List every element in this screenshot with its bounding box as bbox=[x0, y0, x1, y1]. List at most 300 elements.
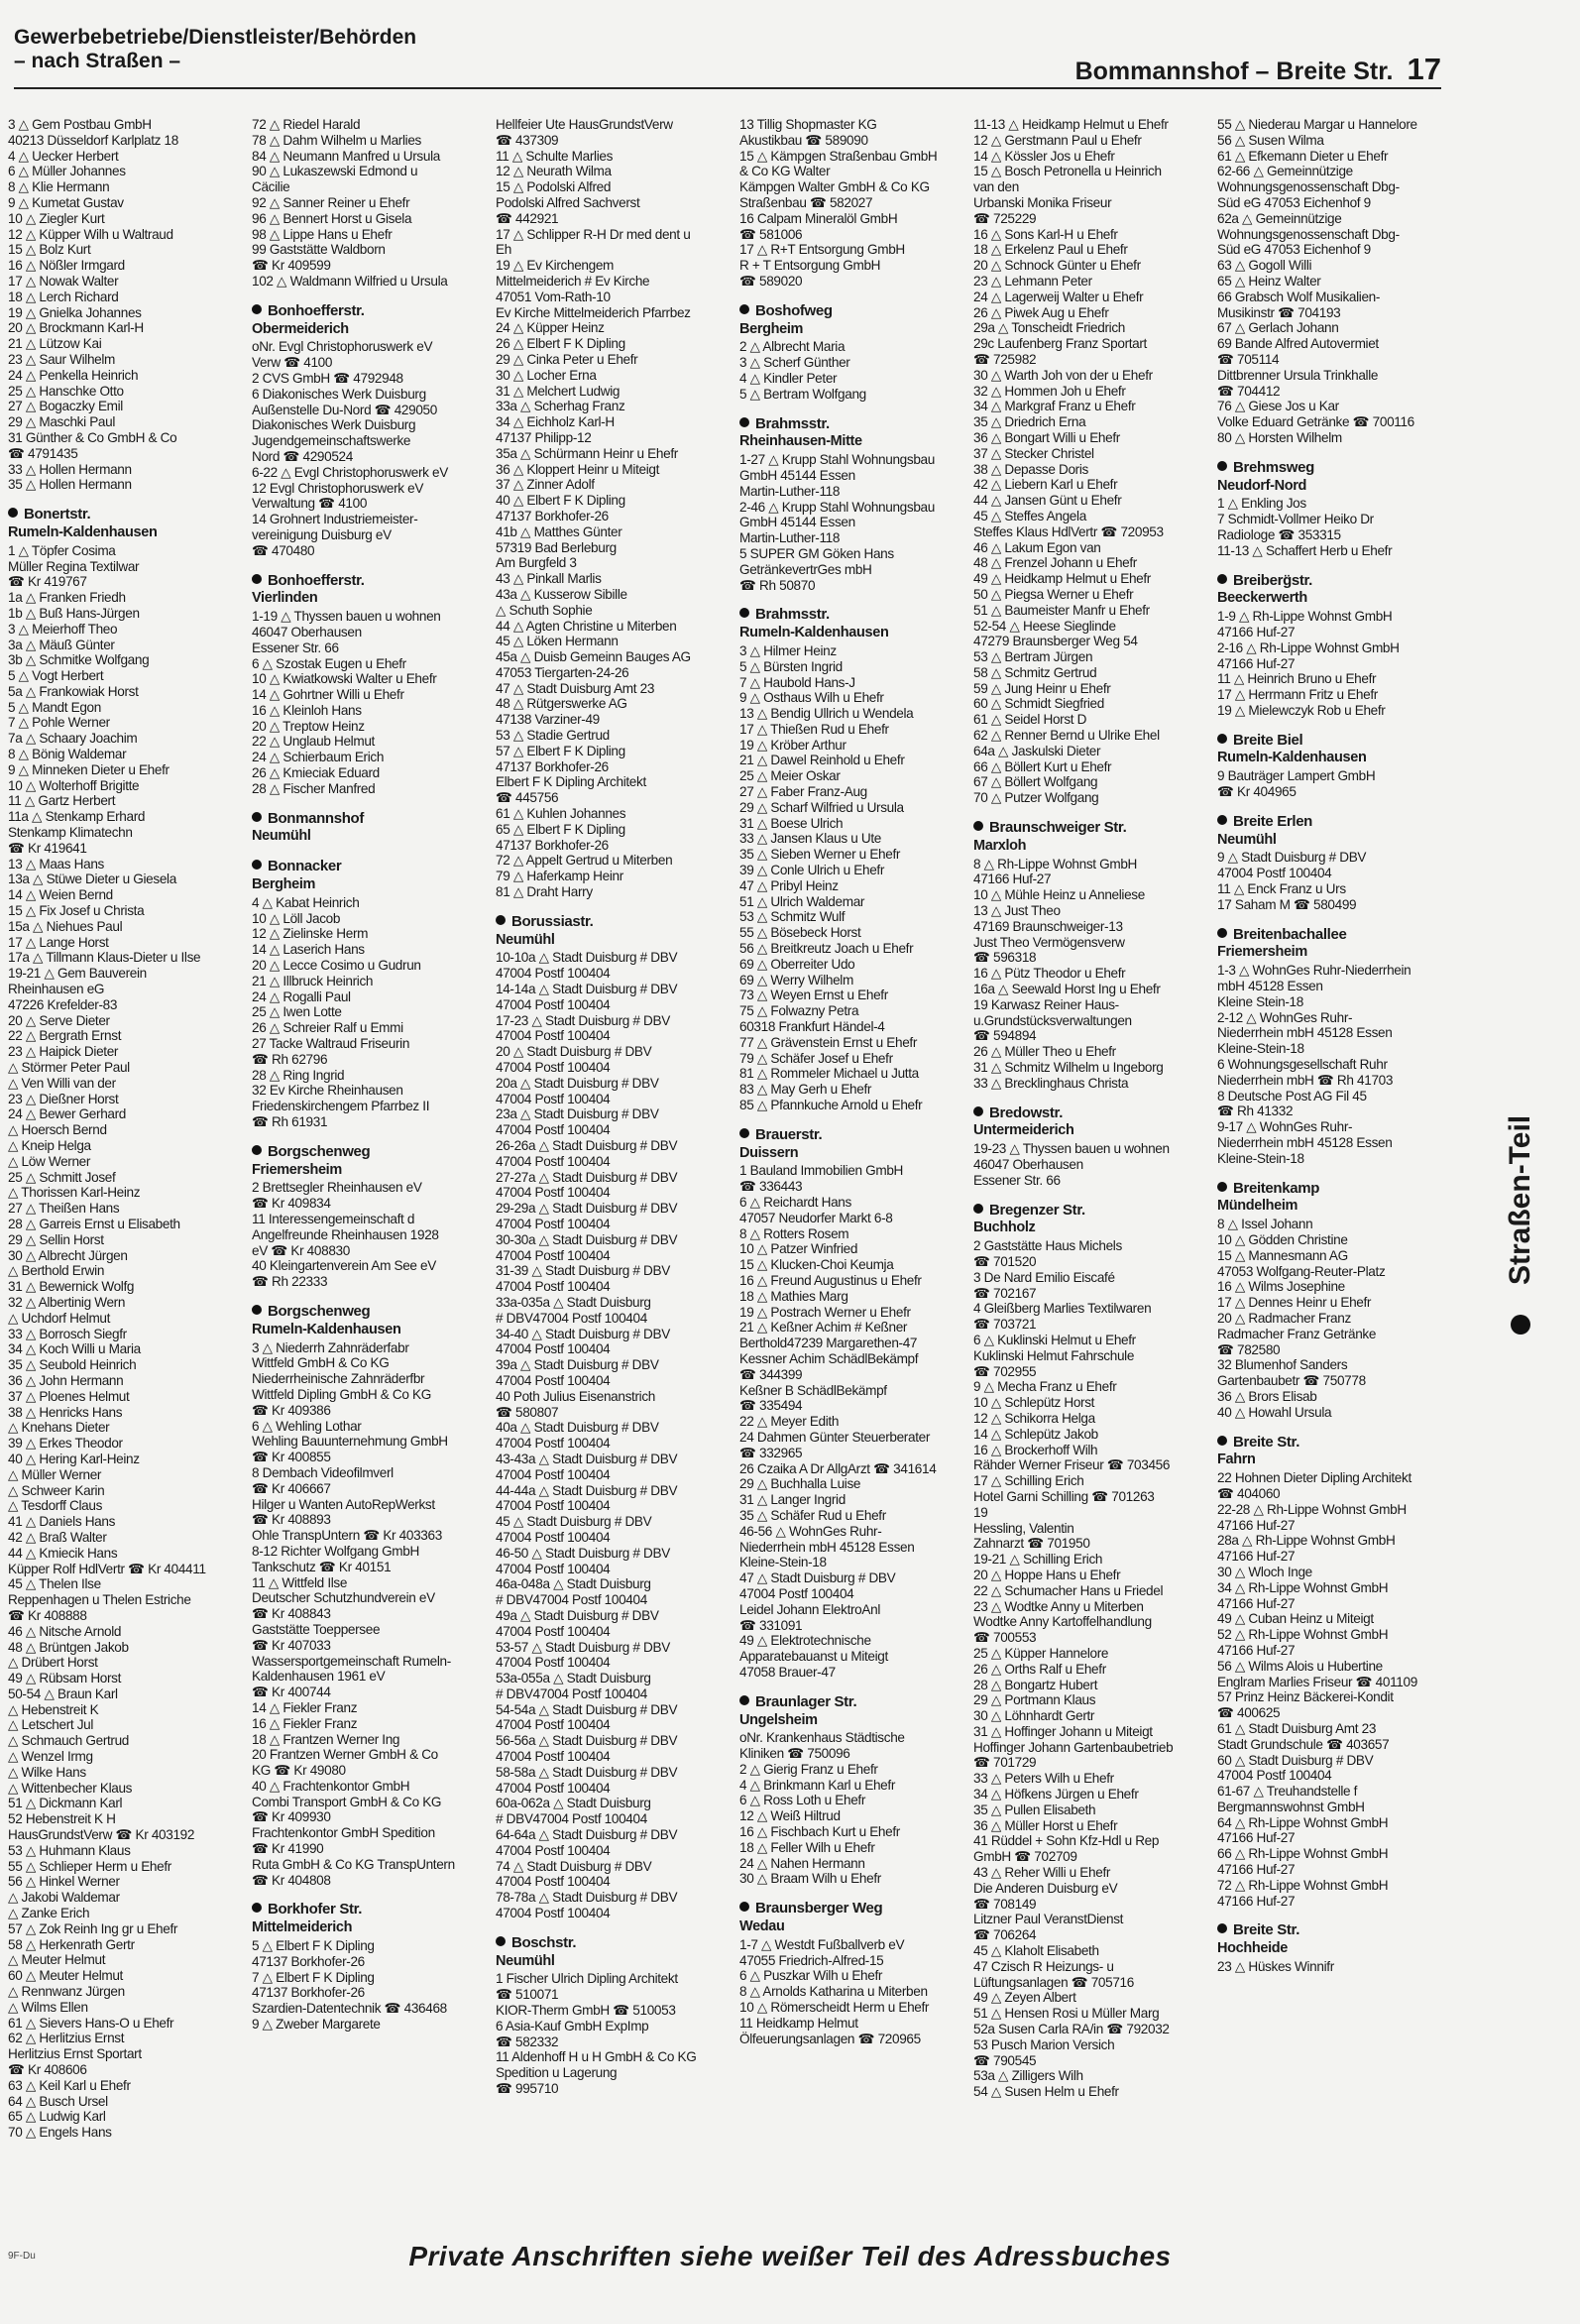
directory-entry: 44 △ Jansen Günt u Ehefr bbox=[973, 493, 1122, 509]
directory-column-5 bbox=[973, 117, 1199, 2229]
directory-entry: 34 △ Höfkens Jürgen u Ehefr bbox=[973, 1787, 1139, 1802]
directory-entry: 17 △ Dennes Heinr u Ehefr bbox=[1217, 1295, 1372, 1311]
district-name: Neumühl bbox=[496, 1952, 555, 1969]
directory-entry: 22 △ Bergrath Ernst bbox=[8, 1028, 122, 1044]
directory-entry: 5 △ Bertram Wolfgang bbox=[739, 386, 866, 402]
directory-entry: 53 Pusch Marion Versich bbox=[973, 2036, 1115, 2052]
bullet-icon bbox=[1217, 734, 1227, 744]
directory-entry: Kaldenhausen 1961 eV bbox=[252, 1669, 386, 1685]
directory-entry: 12 Evgl Christophoruswerk eV bbox=[252, 480, 424, 496]
directory-entry: 20 Frantzen Werner GmbH & Co bbox=[252, 1747, 438, 1763]
directory-entry: △ Ven Willi van der bbox=[8, 1075, 116, 1091]
directory-entry: 61 △ Efkemann Dieter u Ehefr bbox=[1217, 148, 1389, 164]
directory-entry: 41 △ Daniels Hans bbox=[8, 1514, 116, 1530]
directory-entry: Kliniken ☎ 750096 bbox=[739, 1746, 850, 1762]
directory-entry: Niederrheinische Zahnräderfbr bbox=[252, 1371, 425, 1387]
directory-entry: 36 △ Brors Elisab bbox=[1217, 1388, 1317, 1404]
directory-entry: 23 △ Dießner Horst bbox=[8, 1091, 119, 1106]
directory-entry: 28a △ Rh-Lippe Wohnst GmbH bbox=[1217, 1533, 1396, 1549]
directory-entry: 17-23 △ Stadt Duisburg # DBV bbox=[496, 1012, 670, 1028]
directory-entry: 25 △ Schmitt Josef bbox=[8, 1169, 116, 1185]
directory-entry: 52a Susen Carla RA/in ☎ 792032 bbox=[973, 2022, 1170, 2037]
street-name: Breitenkamp bbox=[1233, 1179, 1320, 1197]
directory-entry: Nord ☎ 4290524 bbox=[252, 448, 353, 464]
directory-entry: 24 △ Nahen Hermann bbox=[739, 1855, 865, 1871]
section-title-line2: – nach Straßen – bbox=[14, 50, 181, 72]
directory-entry: 22 △ Meyer Edith bbox=[739, 1414, 840, 1430]
street-heading bbox=[973, 820, 1199, 836]
street-heading bbox=[739, 416, 965, 432]
directory-entry: 99 Gaststätte Waldborn bbox=[252, 242, 386, 258]
directory-entry: △ Knehans Dieter bbox=[8, 1420, 110, 1436]
directory-entry: △ Wittenbecher Klaus bbox=[8, 1780, 133, 1796]
directory-entry: 12 △ Weiß Hiltrud bbox=[739, 1808, 841, 1824]
directory-entry: 60 △ Schmidt Siegfried bbox=[973, 696, 1104, 712]
directory-entry: 66 △ Böllert Kurt u Ehefr bbox=[973, 758, 1112, 774]
directory-entry: 49a △ Stadt Duisburg # DBV bbox=[496, 1607, 659, 1623]
directory-entry: 26 △ Kmieciak Eduard bbox=[252, 765, 380, 781]
directory-entry: 16 △ Pütz Theodor u Ehefr bbox=[973, 966, 1126, 982]
directory-entry: 6 △ Müller Johannes bbox=[8, 164, 126, 179]
directory-entry: 40 Kleingartenverein Am See eV bbox=[252, 1258, 436, 1274]
directory-entry: 51 △ Ulrich Waldemar bbox=[739, 893, 865, 909]
street-name: Borkhofer Str. bbox=[268, 1901, 363, 1918]
directory-entry: 37 △ Ploenes Helmut bbox=[8, 1388, 130, 1404]
footer-note: Private Anschriften siehe weißer Teil des Adressbuches bbox=[408, 2241, 1172, 2271]
directory-entry: 43a △ Kusserow Sibille bbox=[496, 586, 627, 602]
directory-entry: 29 △ Cinka Peter u Ehefr bbox=[496, 351, 638, 367]
directory-entry: Wehling Bauunternehmung GmbH bbox=[252, 1434, 448, 1450]
directory-entry: 67 △ Böllert Wolfgang bbox=[973, 774, 1098, 790]
bullet-icon bbox=[1511, 1315, 1530, 1335]
directory-entry: 58 △ Schmitz Gertrud bbox=[973, 664, 1097, 680]
directory-entry: Niederrhein mbH 45128 Essen bbox=[1217, 1025, 1393, 1041]
directory-entry: 31 △ Hoffinger Johann u Miteigt bbox=[973, 1723, 1153, 1739]
directory-entry: 47004 Postf 100404 bbox=[496, 1372, 611, 1388]
bullet-icon bbox=[739, 417, 749, 427]
directory-entry: △ Letschert Jul bbox=[8, 1717, 94, 1733]
directory-entry: 47004 Postf 100404 bbox=[496, 1466, 611, 1482]
directory-entry: △ Rennwanz Jürgen bbox=[8, 1984, 125, 2000]
street-name: Brahmsstr. bbox=[755, 414, 830, 432]
directory-entry: 43-43a △ Stadt Duisburg # DBV bbox=[496, 1451, 678, 1466]
directory-entry: 17 △ Schilling Erich bbox=[973, 1473, 1084, 1489]
directory-entry: Wassersportgemeinschaft Rumeln- bbox=[252, 1653, 451, 1669]
bullet-icon bbox=[252, 1145, 262, 1155]
directory-entry: Herlitzius Ernst Sportart bbox=[8, 2046, 142, 2062]
directory-entry: # DBV47004 Postf 100404 bbox=[496, 1685, 647, 1701]
directory-entry: van den bbox=[973, 179, 1019, 195]
directory-entry: 8 △ Arnolds Katharina u Miterben bbox=[739, 1984, 928, 2000]
street-heading bbox=[1217, 1922, 1443, 1938]
directory-entry: 6 △ Ross Loth u Ehefr bbox=[739, 1793, 866, 1808]
directory-entry: Essener Str. 66 bbox=[252, 639, 339, 655]
district-name: Rumeln-Kaldenhausen bbox=[252, 1321, 401, 1337]
street-heading bbox=[1217, 460, 1443, 476]
directory-entry: 35 △ Sieben Werner u Ehefr bbox=[739, 847, 901, 863]
directory-entry: ☎ Kr 408606 bbox=[8, 2062, 87, 2078]
directory-entry: 52-54 △ Heese Sieglinde bbox=[973, 618, 1116, 634]
directory-entry: 49 △ Heidkamp Helmut u Ehefr bbox=[973, 571, 1151, 587]
directory-entry: 19 △ Ev Kirchengem bbox=[496, 258, 615, 274]
directory-entry: 40213 Düsseldorf Karlplatz 18 bbox=[8, 132, 178, 148]
street-name: Bredowstr. bbox=[989, 1104, 1064, 1121]
directory-entry: 53 △ Bertram Jürgen bbox=[973, 649, 1093, 665]
directory-entry: Just Theo Vermögensverw bbox=[973, 934, 1125, 950]
directory-entry: △ Schuth Sophie bbox=[496, 602, 593, 618]
street-name: Bonhoefferstr. bbox=[268, 301, 365, 319]
directory-entry: 10 △ Kwiatkowski Walter u Ehefr bbox=[252, 671, 437, 687]
directory-entry: 79 △ Schäfer Josef u Ehefr bbox=[739, 1050, 893, 1066]
directory-entry: 47004 Postf 100404 bbox=[496, 1842, 611, 1858]
directory-entry: △ Meuter Helmut bbox=[8, 1952, 106, 1968]
directory-entry: 35 △ Driedrich Erna bbox=[973, 414, 1086, 430]
directory-entry: 80 △ Horsten Wilhelm bbox=[1217, 429, 1342, 445]
directory-entry: KG ☎ Kr 49080 bbox=[252, 1763, 346, 1779]
directory-entry: 10 △ Wolterhoff Brigitte bbox=[8, 777, 140, 793]
directory-entry: 4 Gleißberg Marlies Textilwaren bbox=[973, 1301, 1152, 1317]
directory-entry: 40a △ Stadt Duisburg # DBV bbox=[496, 1420, 659, 1436]
street-heading bbox=[496, 1935, 722, 1951]
directory-entry: 11 △ Enck Franz u Urs bbox=[1217, 881, 1346, 897]
directory-entry: 53-57 △ Stadt Duisburg # DBV bbox=[496, 1639, 670, 1655]
directory-entry: Die Anderen Duisburg eV bbox=[973, 1880, 1118, 1896]
directory-entry: 73 △ Weyen Ernst u Ehefr bbox=[739, 988, 888, 1003]
directory-entry: 8-12 Richter Wolfgang GmbH bbox=[252, 1543, 419, 1559]
directory-entry: 76 △ Giese Jos u Kar bbox=[1217, 399, 1339, 414]
directory-entry: 32 Ev Kirche Rheinhausen bbox=[252, 1083, 403, 1099]
directory-entry: 62a △ Gemeinnützige bbox=[1217, 210, 1342, 226]
directory-entry: Radiologe ☎ 353315 bbox=[1217, 526, 1341, 542]
directory-entry: 17 △ Herrmann Fritz u Ehefr bbox=[1217, 687, 1378, 703]
directory-entry: Wohnungsgenossenschaft Dbg- bbox=[1217, 226, 1400, 242]
directory-entry: # DBV47004 Postf 100404 bbox=[496, 1310, 647, 1326]
directory-entry: Kuklinski Helmut Fahrschule bbox=[973, 1347, 1135, 1363]
directory-entry: 11 △ Heinrich Bruno u Ehefr bbox=[1217, 671, 1377, 687]
directory-entry: 26 △ Schreier Ralf u Emmi bbox=[252, 1020, 403, 1036]
directory-entry: Hellfeier Ute HausGrundstVerw bbox=[496, 117, 673, 132]
directory-entry: Szardien-Datentechnik ☎ 436468 bbox=[252, 2001, 447, 2017]
street-name: Bonertstr. bbox=[24, 506, 91, 523]
directory-entry: 12 △ Zielinske Herm bbox=[252, 926, 369, 942]
directory-entry: 1-7 △ Westdt Fußballverb eV bbox=[739, 1936, 905, 1952]
street-name: Bregenzer Str. bbox=[989, 1201, 1085, 1219]
street-heading bbox=[1217, 1435, 1443, 1451]
directory-entry: 33a-035a △ Stadt Duisburg bbox=[496, 1294, 651, 1310]
directory-entry: 7 Schmidt-Vollmer Heiko Dr bbox=[1217, 512, 1374, 527]
directory-entry: 17 Saham M ☎ 580499 bbox=[1217, 896, 1357, 912]
directory-entry: 14 △ Schlepütz Jakob bbox=[973, 1426, 1098, 1442]
bullet-icon bbox=[739, 1902, 749, 1912]
directory-entry: Steffes Klaus HdlVertr ☎ 720953 bbox=[973, 523, 1164, 539]
directory-entry: 34 △ Eichholz Karl-H bbox=[496, 414, 615, 430]
directory-entry: 33 △ Borrosch Siegfr bbox=[8, 1326, 127, 1341]
directory-entry: 6 Wohnungsgesellschaft Ruhr bbox=[1217, 1057, 1388, 1073]
directory-entry: 19-21 △ Gem Bauverein bbox=[8, 966, 147, 982]
directory-entry: 63 △ Gogoll Willi bbox=[1217, 258, 1312, 274]
directory-entry: 26 △ Orths Ralf u Ehefr bbox=[973, 1661, 1106, 1677]
directory-entry: 5 △ Elbert F K Dipling bbox=[252, 1938, 375, 1954]
directory-entry: 29a △ Tonscheidt Friedrich bbox=[973, 320, 1125, 336]
directory-entry: 47055 Friedrich-Alfred-15 bbox=[739, 1952, 884, 1968]
directory-entry: 56 △ Wilms Alois u Hubertine bbox=[1217, 1658, 1383, 1674]
directory-entry: 33 △ Peters Wilh u Ehefr bbox=[973, 1771, 1114, 1787]
directory-entry: 66 Grabsch Wolf Musikalien- bbox=[1217, 289, 1381, 304]
street-name: Breite Erlen bbox=[1233, 812, 1312, 830]
directory-entry: Rähder Werner Friseur ☎ 703456 bbox=[973, 1457, 1171, 1473]
directory-entry: 57 △ Zok Reinh Ing gr u Ehefr bbox=[8, 1920, 178, 1936]
directory-entry: ☎ Rh 62796 bbox=[252, 1051, 328, 1067]
directory-entry: 47137 Borkhofer-26 bbox=[252, 1985, 365, 2001]
directory-entry: & Co KG Walter bbox=[739, 164, 831, 179]
directory-entry: 34 △ Rh-Lippe Wohnst GmbH bbox=[1217, 1579, 1389, 1595]
directory-entry: Essener Str. 66 bbox=[973, 1172, 1061, 1188]
directory-entry: Combi Transport GmbH & Co KG bbox=[252, 1794, 442, 1809]
bullet-icon bbox=[252, 304, 262, 314]
directory-entry: 12 △ Gerstmann Paul u Ehefr bbox=[973, 132, 1142, 148]
district-name: Untermeiderich bbox=[973, 1122, 1074, 1139]
directory-entry: 36 △ John Hermann bbox=[8, 1372, 124, 1388]
directory-entry: △ Jakobi Waldemar bbox=[8, 1890, 120, 1906]
directory-entry: 60318 Frankfurt Händel-4 bbox=[739, 1019, 885, 1035]
directory-entry: 9-17 △ WohnGes Ruhr- bbox=[1217, 1119, 1353, 1135]
directory-entry: 44 △ Kmiecik Hans bbox=[8, 1545, 118, 1561]
directory-entry: Zahnarzt ☎ 701950 bbox=[973, 1536, 1090, 1552]
directory-entry: 20 △ Stadt Duisburg # DBV bbox=[496, 1044, 652, 1060]
directory-entry: 18 △ Feller Wilh u Ehefr bbox=[739, 1839, 875, 1855]
bullet-icon bbox=[8, 508, 18, 518]
directory-entry: 3 △ Hilmer Heinz bbox=[739, 642, 837, 658]
directory-entry: 47053 Wolfgang-Reuter-Platz bbox=[1217, 1263, 1386, 1279]
directory-entry: 19 △ Mielewczyk Rob u Ehefr bbox=[1217, 702, 1386, 718]
directory-entry: 44-44a △ Stadt Duisburg # DBV bbox=[496, 1482, 678, 1498]
directory-entry: 47004 Postf 100404 bbox=[496, 966, 611, 982]
directory-entry: 8 △ Klie Hermann bbox=[8, 179, 110, 195]
directory-entry: ☎ 442921 bbox=[496, 210, 559, 226]
directory-entry: 35 △ Seubold Heinrich bbox=[8, 1357, 137, 1373]
directory-entry: 31 △ Schmitz Wilhelm u Ingeborg bbox=[973, 1060, 1164, 1076]
directory-entry: Musikinstr ☎ 704193 bbox=[1217, 304, 1341, 320]
directory-entry: 58-58a △ Stadt Duisburg # DBV bbox=[496, 1764, 678, 1780]
district-name: Neudorf-Nord bbox=[1217, 477, 1307, 494]
directory-entry: 49 △ Cuban Heinz u Miteigt bbox=[1217, 1611, 1374, 1627]
directory-entry: Jugendgemeinschaftswerke bbox=[252, 433, 411, 449]
directory-entry: 56 △ Susen Wilma bbox=[1217, 132, 1324, 148]
directory-entry: 10 △ Ziegler Kurt bbox=[8, 210, 105, 226]
district-name: Friemersheim bbox=[1217, 944, 1307, 961]
directory-entry: 15 △ Klucken-Choi Keumja bbox=[739, 1257, 894, 1273]
directory-entry: Gartenbaubetr ☎ 750778 bbox=[1217, 1373, 1366, 1389]
directory-entry: 47004 Postf 100404 bbox=[496, 1529, 611, 1545]
district-name: Beeckerwerth bbox=[1217, 590, 1307, 607]
directory-entry: 28 △ Garreis Ernst u Elisabeth bbox=[8, 1216, 180, 1231]
directory-entry: ☎ 335494 bbox=[739, 1398, 803, 1414]
directory-entry: 47004 Postf 100404 bbox=[496, 1561, 611, 1576]
directory-entry: Podolski Alfred Sachverst bbox=[496, 194, 640, 210]
directory-entry: Volke Eduard Getränke ☎ 700116 bbox=[1217, 414, 1414, 430]
directory-entry: Leidel Johann ElektroAnl bbox=[739, 1601, 880, 1617]
directory-entry: 31 △ Bewernick Wolfg bbox=[8, 1279, 135, 1295]
directory-entry: ☎ 470480 bbox=[252, 542, 315, 558]
directory-entry: 38 △ Depasse Doris bbox=[973, 461, 1088, 477]
directory-entry: 46 △ Nitsche Arnold bbox=[8, 1623, 122, 1639]
directory-entry: 36 △ Bongart Willi u Ehefr bbox=[973, 429, 1120, 445]
directory-entry: 47004 Postf 100404 bbox=[1217, 866, 1332, 881]
directory-entry: GmbH 45144 Essen bbox=[739, 467, 855, 483]
directory-entry: 7 △ Elbert F K Dipling bbox=[252, 1969, 375, 1985]
directory-entry: ☎ 589020 bbox=[739, 273, 803, 289]
directory-entry: 41b △ Matthes Günter bbox=[496, 523, 622, 539]
directory-entry: 30 △ Braam Wilh u Ehefr bbox=[739, 1871, 881, 1887]
directory-entry: 61 △ Sievers Hans-O u Ehefr bbox=[8, 2015, 174, 2031]
district-name: Marxloh bbox=[973, 837, 1027, 854]
street-heading bbox=[1217, 573, 1443, 589]
directory-entry: Kessner Achim SchädlBekämpf bbox=[739, 1350, 919, 1366]
directory-entry: 63 △ Keil Karl u Ehefr bbox=[8, 2077, 131, 2093]
street-name: Breiberg̈str. bbox=[1233, 571, 1312, 589]
directory-entry: 40 △ Frachtenkontor GmbH bbox=[252, 1778, 410, 1794]
directory-entry: 5 △ Mandt Egon bbox=[8, 699, 101, 715]
directory-entry: 47004 Postf 100404 bbox=[496, 1874, 611, 1890]
directory-entry: 46047 Oberhausen bbox=[252, 624, 362, 639]
directory-entry: KIOR-Therm GmbH ☎ 510053 bbox=[496, 2003, 676, 2019]
directory-entry: ☎ Kr 419767 bbox=[8, 574, 87, 590]
street-name: Bonmannshof bbox=[268, 809, 364, 827]
directory-entry: 46a-048a △ Stadt Duisburg bbox=[496, 1576, 651, 1592]
directory-entry: 75 △ Folwazny Petra bbox=[739, 1003, 859, 1019]
district-name: Duissern bbox=[739, 1144, 799, 1161]
directory-entry: ☎ 580807 bbox=[496, 1404, 559, 1420]
directory-entry: 16 △ Sons Karl-H u Ehefr bbox=[973, 226, 1118, 242]
street-heading bbox=[739, 1694, 965, 1710]
directory-entry: Kleine-Stein-18 bbox=[1217, 1150, 1304, 1166]
page-header bbox=[14, 26, 1441, 85]
directory-entry: 47051 Vom-Rath-10 bbox=[496, 289, 611, 304]
street-heading bbox=[252, 1304, 478, 1320]
directory-entry: 4 △ Kabat Heinrich bbox=[252, 894, 360, 910]
directory-entry: 33 △ Jansen Klaus u Ute bbox=[739, 831, 881, 847]
street-name: Brauerstr. bbox=[755, 1125, 823, 1143]
directory-entry: Rheinhausen eG bbox=[8, 982, 105, 997]
directory-entry: 3a △ Mäuß Günter bbox=[8, 637, 115, 652]
directory-entry: 30 △ Löhnhardt Gertr bbox=[973, 1708, 1095, 1724]
directory-entry: ☎ Rh 22333 bbox=[252, 1274, 328, 1290]
directory-entry: 47279 Braunsberger Weg 54 bbox=[973, 634, 1138, 649]
directory-entry: 45a △ Duisb Gemeinn Bauges AG bbox=[496, 649, 691, 665]
directory-entry: 47166 Huf-27 bbox=[1217, 1517, 1296, 1533]
directory-entry: ☎ 706264 bbox=[973, 1927, 1037, 1943]
directory-column-2 bbox=[252, 117, 478, 2229]
directory-entry: 20 △ Serve Dieter bbox=[8, 1012, 110, 1028]
directory-entry: △ Müller Werner bbox=[8, 1466, 102, 1482]
directory-entry: ☎ Kr 404808 bbox=[252, 1872, 331, 1888]
directory-entry: 18 △ Frantzen Werner Ing bbox=[252, 1731, 400, 1747]
directory-entry: 47004 Postf 100404 bbox=[496, 1623, 611, 1639]
district-name: Bergheim bbox=[252, 876, 316, 893]
directory-entry: 54-54a △ Stadt Duisburg # DBV bbox=[496, 1701, 678, 1717]
directory-entry: Küpper Rolf HdlVertr ☎ Kr 404411 bbox=[8, 1561, 206, 1576]
directory-entry: 70 △ Putzer Wolfgang bbox=[973, 790, 1099, 806]
directory-entry: 78-78a △ Stadt Duisburg # DBV bbox=[496, 1890, 678, 1906]
directory-entry: 51 △ Hensen Rosi u Müller Marg bbox=[973, 2006, 1160, 2022]
directory-entry: 47004 Postf 100404 bbox=[496, 1185, 611, 1201]
directory-entry: 47137 Borkhofer-26 bbox=[496, 758, 609, 774]
directory-entry: 1 Bauland Immobilien GmbH bbox=[739, 1163, 904, 1179]
bullet-icon bbox=[252, 574, 262, 584]
directory-entry: 11 Aldenhoff H u H GmbH & Co KG bbox=[496, 2049, 697, 2065]
directory-entry: 40 △ Hering Karl-Heinz bbox=[8, 1451, 140, 1466]
directory-entry: GetränkevertrGes mbH bbox=[739, 561, 872, 577]
directory-entry: Wohnungsgenossenschaft Dbg- bbox=[1217, 179, 1400, 195]
directory-column-6 bbox=[1217, 117, 1443, 2229]
bullet-icon bbox=[1217, 574, 1227, 584]
directory-entry: Litzner Paul VeranstDienst bbox=[973, 1912, 1124, 1927]
directory-entry: vereinigung Duisburg eV bbox=[252, 526, 392, 542]
directory-entry: 16 △ Freund Augustinus u Ehefr bbox=[739, 1272, 922, 1288]
directory-entry: ☎ 336443 bbox=[739, 1179, 803, 1195]
directory-entry: 13 △ Maas Hans bbox=[8, 856, 104, 872]
directory-entry: Hessling, Valentin bbox=[973, 1520, 1074, 1536]
street-heading bbox=[252, 859, 478, 874]
directory-entry: Verw ☎ 4100 bbox=[252, 355, 333, 371]
directory-entry: △ Drübert Horst bbox=[8, 1655, 98, 1671]
directory-entry: ☎ Kr 409386 bbox=[252, 1402, 331, 1418]
district-name: Neumühl bbox=[252, 828, 311, 845]
directory-entry: 6 △ Wehling Lothar bbox=[252, 1418, 362, 1434]
directory-entry: 96 △ Bennert Horst u Gisela bbox=[252, 210, 412, 226]
directory-entry: Gaststätte Toeppersee bbox=[252, 1621, 381, 1637]
bullet-icon bbox=[1217, 928, 1227, 938]
directory-entry: 12 △ Schikorra Helga bbox=[973, 1410, 1095, 1426]
street-heading bbox=[1217, 733, 1443, 749]
directory-entry: 28 △ Ring Ingrid bbox=[252, 1067, 345, 1083]
directory-entry: 53 △ Stadie Gertrud bbox=[496, 728, 610, 744]
directory-entry: Martin-Luther-118 bbox=[739, 530, 841, 546]
directory-entry: 29 △ Buchhalla Luise bbox=[739, 1476, 861, 1492]
directory-entry: 45 △ Thelen Ilse bbox=[8, 1576, 101, 1592]
directory-entry: 92 △ Sanner Reiner u Ehefr bbox=[252, 194, 410, 210]
district-name: Vierlinden bbox=[252, 590, 318, 607]
district-name: Rheinhausen-Mitte bbox=[739, 433, 862, 450]
directory-entry: 26 △ Elbert F K Dipling bbox=[496, 336, 625, 352]
directory-entry: Verwaltung ☎ 4100 bbox=[252, 496, 368, 512]
directory-entry: 29 △ Maschki Paul bbox=[8, 414, 116, 430]
directory-entry: ☎ 404060 bbox=[1217, 1485, 1281, 1501]
directory-entry: Süd eG 47053 Eichenhof 9 bbox=[1217, 242, 1371, 258]
directory-entry: ☎ Kr 400855 bbox=[252, 1450, 331, 1465]
district-name: Buchholz bbox=[973, 1220, 1036, 1236]
street-heading bbox=[252, 811, 478, 827]
directory-entry: 47004 Postf 100404 bbox=[496, 1498, 611, 1514]
street-name: Breitenbachallee bbox=[1233, 925, 1347, 943]
directory-entry: u.Grundstücksverwaltungen bbox=[973, 1012, 1132, 1028]
directory-entry: 35 △ Schäfer Rud u Ehefr bbox=[739, 1507, 886, 1523]
directory-entry: △ Störmer Peter Paul bbox=[8, 1060, 130, 1076]
directory-entry: 48 △ Brüntgen Jakob bbox=[8, 1639, 129, 1655]
street-heading bbox=[252, 303, 478, 319]
directory-entry: ☎ 596318 bbox=[973, 950, 1037, 966]
directory-entry: ☎ Rh 41332 bbox=[1217, 1104, 1294, 1119]
directory-entry: 56-56a △ Stadt Duisburg # DBV bbox=[496, 1733, 678, 1749]
directory-entry: 30 △ Warth Joh von der u Ehefr bbox=[973, 367, 1153, 383]
directory-entry: 47169 Braunschweiger-13 bbox=[973, 918, 1123, 934]
directory-entry: 40 Poth Julius Eisenanstrich bbox=[496, 1388, 655, 1404]
directory-entry: 1 Fischer Ulrich Dipling Architekt bbox=[496, 1971, 678, 1987]
directory-entry: 40 △ Howahl Ursula bbox=[1217, 1404, 1332, 1420]
directory-entry: 47166 Huf-27 bbox=[1217, 1830, 1296, 1846]
bullet-icon bbox=[1217, 1923, 1227, 1933]
directory-entry: △ Löw Werner bbox=[8, 1153, 91, 1169]
